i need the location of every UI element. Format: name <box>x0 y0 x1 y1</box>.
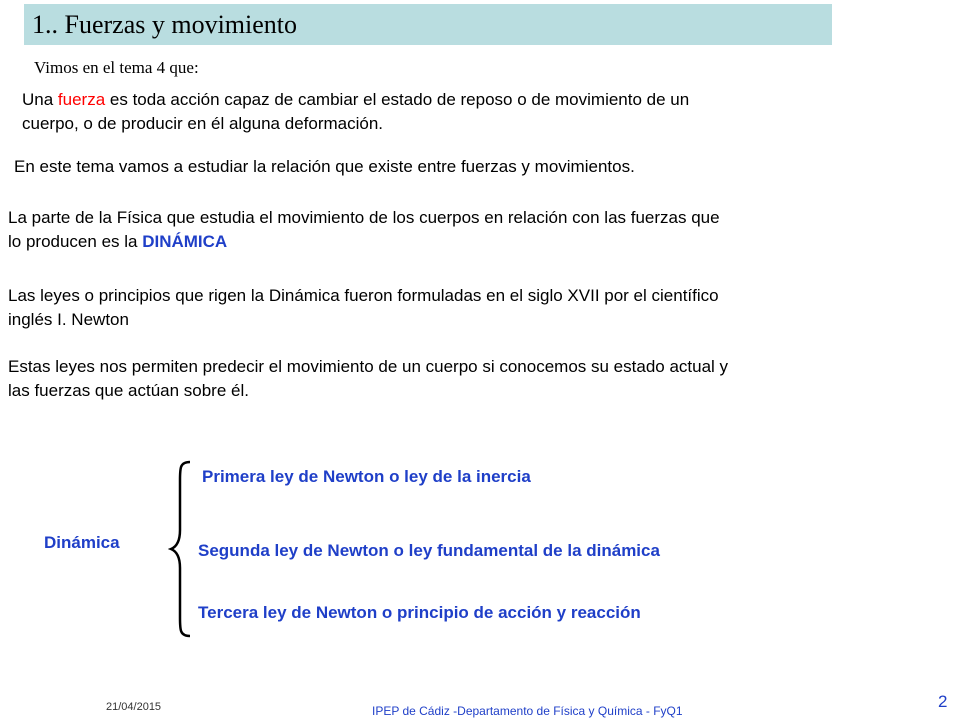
laws-purpose-line1: Estas leyes nos permiten predecir el movimiento de un cuerpo si conocemos su estado actual y <box>8 357 729 376</box>
slide-title: 1.. Fuerzas y movimiento <box>32 10 298 39</box>
title-bar <box>24 4 832 45</box>
third-law: Tercera ley de Newton o principio de acción y reacción <box>198 603 641 622</box>
intro-text: Vimos en el tema 4 que: <box>34 58 199 77</box>
laws-purpose <box>8 355 928 403</box>
dynamics-line2: lo producen es la <box>8 232 143 251</box>
definition-before: Una <box>22 90 58 109</box>
dynamics-line1: La parte de la Física que estudia el movimiento de los cuerpos en relación con las fuerzas que <box>8 208 720 227</box>
dynamics-label: Dinámica <box>44 533 120 552</box>
laws-history-line2: inglés I. Newton <box>8 310 129 329</box>
definition-highlight: fuerza <box>57 90 106 109</box>
curly-brace-icon <box>168 458 194 640</box>
definition-line1: es toda acción capaz de cambiar el estado de reposo o de movimiento de un <box>105 90 690 109</box>
laws-history <box>8 284 928 332</box>
topic-text: En este tema vamos a estudiar la relación que existe entre fuerzas y movimientos. <box>14 157 635 176</box>
dynamics-definition <box>8 206 928 254</box>
second-law: Segunda ley de Newton o ley fundamental de la dinámica <box>198 541 660 560</box>
page-number: 2 <box>938 692 948 711</box>
definition-line2: cuerpo, o de producir en él alguna deformación. <box>22 114 384 133</box>
laws-purpose-line2: las fuerzas que actúan sobre él. <box>8 381 249 400</box>
dynamics-keyword: DINÁMICA <box>142 232 228 251</box>
footer-institution: IPEP de Cádiz -Departamento de Física y Química - FyQ1 <box>372 704 683 718</box>
laws-history-line1: Las leyes o principios que rigen la Dinámica fueron formuladas en el siglo XVII por el científico <box>8 286 719 305</box>
force-definition <box>22 88 922 136</box>
footer-date: 21/04/2015 <box>106 701 162 713</box>
first-law: Primera ley de Newton o ley de la inercia <box>202 467 531 486</box>
